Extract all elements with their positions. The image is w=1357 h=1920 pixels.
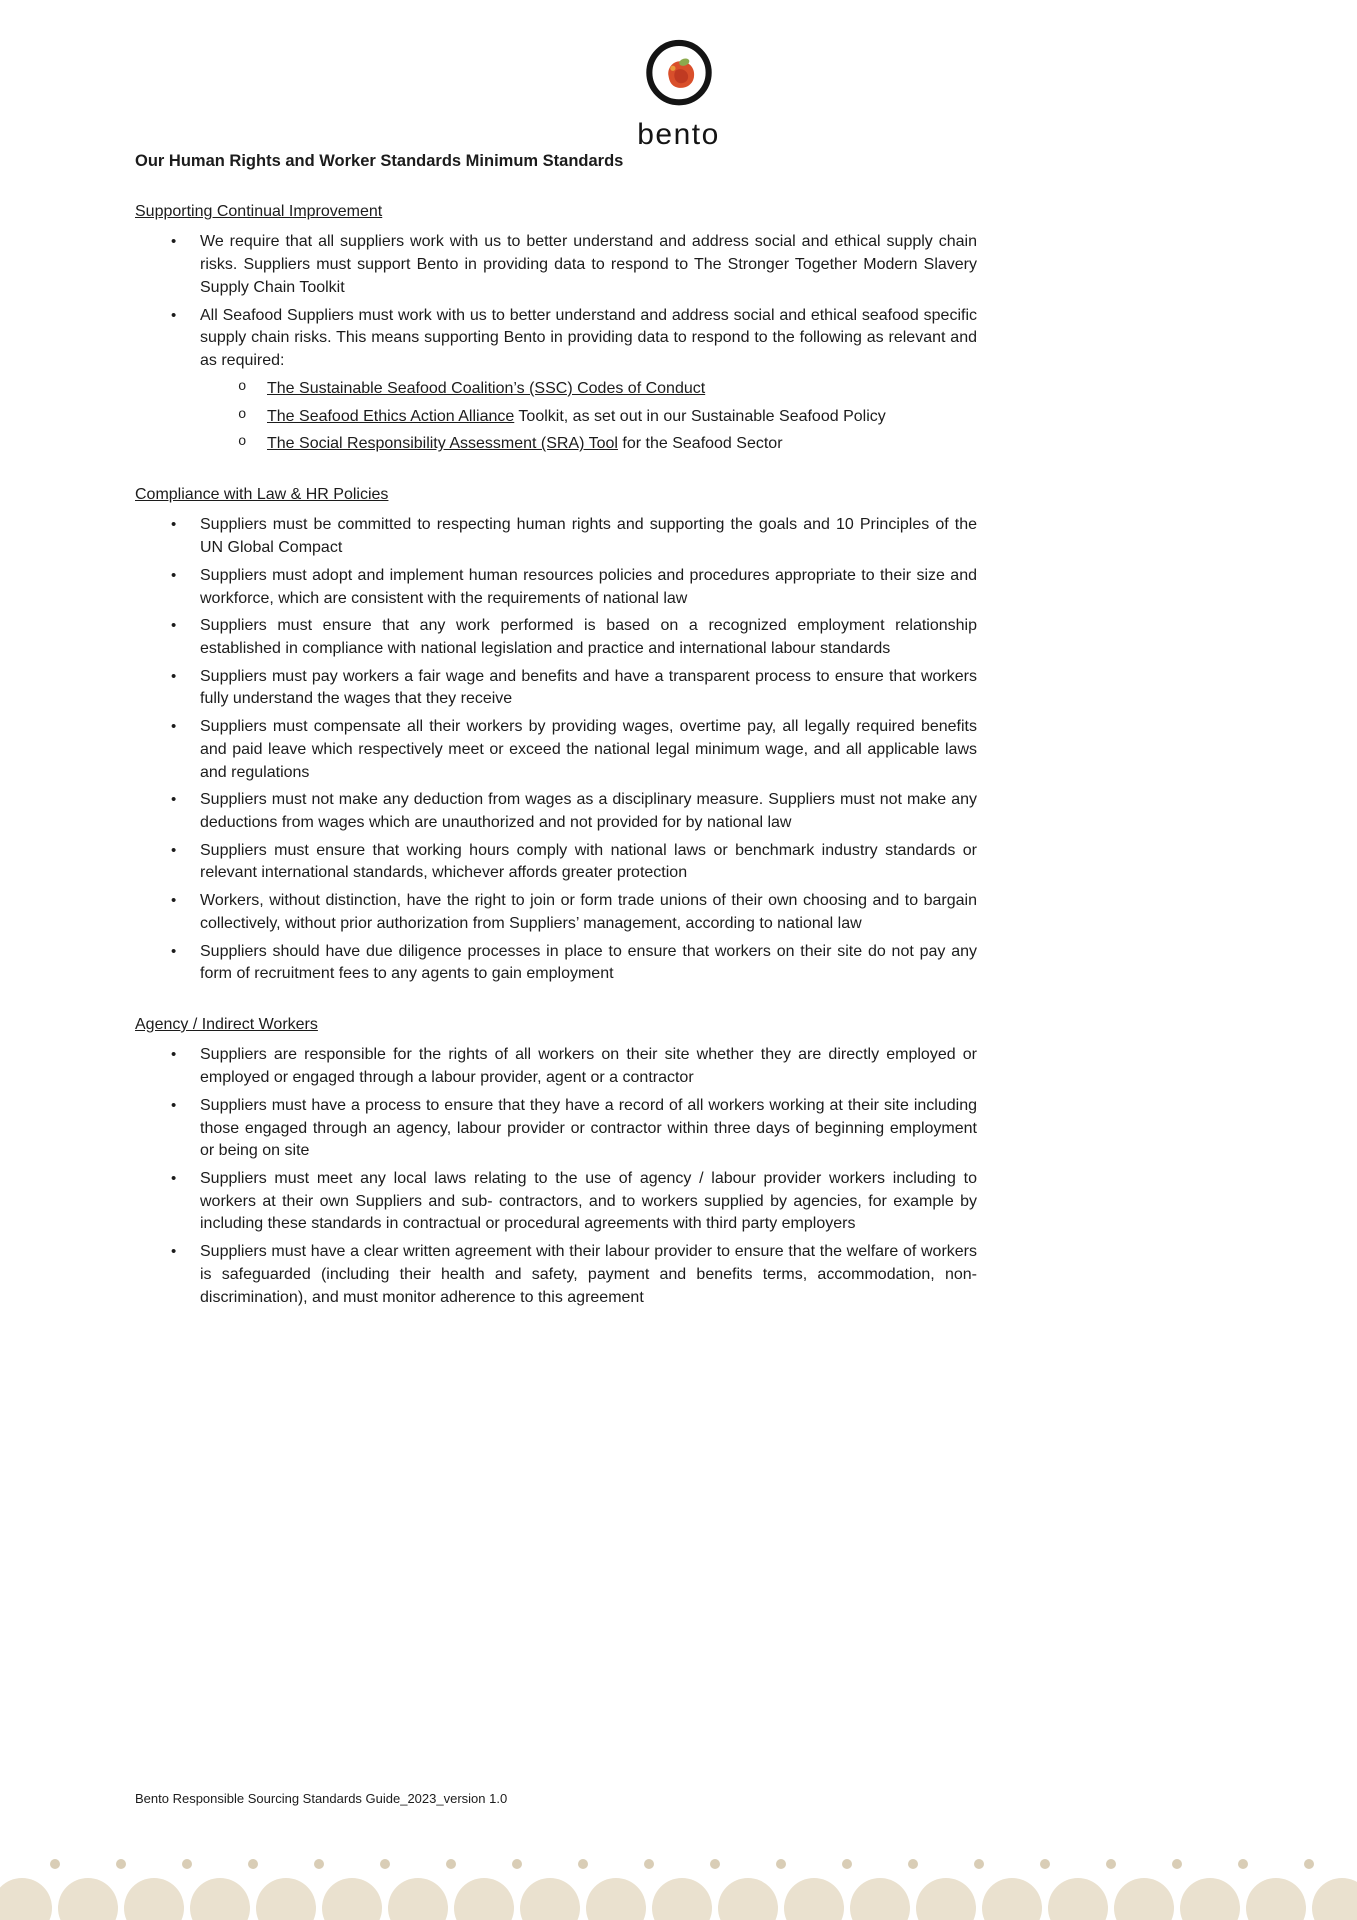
bullet-marker: • — [171, 566, 177, 584]
sub-bullet-item — [135, 406, 977, 429]
bullet-item — [135, 666, 977, 711]
bullet-text: Suppliers must meet any local laws relating to the use of agency / labour provider workers including to workers at their own Suppliers and sub- contractors, and to workers supplied by agencies, for example by including these standards in contractual or procedural agreements with third party employers — [200, 1169, 977, 1233]
bullet-text: All Seafood Suppliers must work with us to better understand and address social and ethical seafood specific supply chain risks. This means supporting Bento in providing data to respond to the following as relevant and as required: — [200, 306, 977, 370]
bento-logo-icon — [635, 36, 723, 118]
inline-link[interactable]: The Seafood Ethics Action Alliance — [267, 407, 515, 425]
bullet-text: Suppliers must not make any deduction from wages as a disciplinary measure. Suppliers must not make any deductions from wages which are unauthorized and not provided for by national law — [200, 791, 977, 831]
circle-bullet-marker: o — [238, 406, 247, 423]
bullet-list — [135, 231, 977, 455]
bullet-text: Toolkit, as set out in our Sustainable Seafood Policy — [514, 407, 886, 425]
section-heading: Agency / Indirect Workers — [135, 1016, 318, 1033]
bullet-text: Suppliers are responsible for the rights of all workers on their site whether they are directly employed or employed or engaged through a labour provider, agent or a contractor — [200, 1046, 977, 1087]
bullet-marker: • — [171, 1046, 177, 1064]
bullet-item — [135, 890, 977, 935]
section — [135, 484, 977, 986]
bullet-item — [135, 565, 977, 610]
bullet-text: Suppliers must have a clear written agreement with their labour provider to ensure that the welfare of workers is safeguarded (including their health and safety, payment and benefits terms, accommodation, non- discrimination), and must monitor adherence to this agreement — [200, 1243, 977, 1306]
bullet-item — [135, 1241, 977, 1309]
bullet-marker: • — [171, 942, 177, 960]
bullet-marker: • — [171, 791, 177, 809]
sub-bullet-item — [135, 378, 977, 401]
bullet-item — [135, 1168, 977, 1236]
bullet-item — [135, 615, 977, 660]
bullet-text: Suppliers must ensure that working hours comply with national laws or benchmark industry standards or relevant international standards, whichever affords greater protection — [200, 841, 977, 882]
bullet-item — [135, 1044, 977, 1089]
bullet-marker: • — [171, 841, 177, 859]
bento-logo-wordmark: bento — [637, 118, 720, 151]
bullet-item — [135, 305, 977, 373]
section-heading: Supporting Continual Improvement — [135, 203, 383, 221]
page-title: Our Human Rights and Worker Standards Minimum Standards — [135, 152, 624, 170]
document-body — [135, 201, 977, 1309]
section — [135, 201, 977, 456]
bullet-item — [135, 840, 977, 885]
bullet-list — [135, 1044, 977, 1309]
bullet-marker: • — [171, 1169, 177, 1187]
bullet-marker: • — [171, 516, 177, 534]
logo-block — [0, 36, 1357, 150]
bullet-marker: • — [171, 233, 177, 251]
bullet-item — [135, 231, 977, 299]
bullet-marker: • — [171, 1096, 177, 1114]
bullet-text: for the Seafood Sector — [617, 435, 783, 453]
bullet-marker: • — [171, 617, 177, 635]
inline-link[interactable]: The Social Responsibility Assessment (SRA) Tool — [267, 435, 618, 453]
bullet-text: Suppliers must ensure that any work performed is based on a recognized employment relationship established in compliance with national legislation and practice and international labour standards — [200, 617, 977, 657]
sub-bullet-item — [135, 433, 977, 456]
bullet-item — [135, 941, 977, 986]
circle-bullet-marker: o — [238, 434, 247, 451]
bullet-text: Suppliers must compensate all their workers by providing wages, overtime pay, all legally required benefits and paid leave which respectively meet or exceed the national legal minimum wage, and all applicable laws and regulations — [200, 718, 977, 781]
bullet-item — [135, 514, 977, 559]
bullet-marker: • — [171, 1243, 177, 1261]
bullet-item — [135, 789, 977, 834]
inline-link[interactable]: The Sustainable Seafood Coalition’s (SSC) Codes of Conduct — [267, 379, 706, 397]
decorative-border-pattern — [0, 1848, 1357, 1920]
section — [135, 1014, 977, 1309]
bullet-text: Suppliers should have due diligence processes in place to ensure that workers on their site do not pay any form of recruitment fees to any agents to gain employment — [200, 942, 977, 983]
bullet-text: Suppliers must have a process to ensure that they have a record of all workers working at their site including those engaged through an agency, labour provider or contractor within three days of beginning employment or being on site — [200, 1096, 977, 1160]
bullet-marker: • — [171, 718, 177, 736]
bullet-text: Suppliers must pay workers a fair wage and benefits and have a transparent process to ensure that workers fully understand the wages that they receive — [200, 667, 977, 708]
bullet-item — [135, 1095, 977, 1163]
circle-bullet-marker: o — [238, 378, 247, 395]
bullet-item — [135, 716, 977, 784]
bullet-text: Workers, without distinction, have the right to join or form trade unions of their own choosing and to bargain collectively, without prior authorization from Suppliers’ management, according to national law — [200, 892, 977, 932]
bullet-text: Suppliers must be committed to respecting human rights and supporting the goals and 10 Principles of the UN Global Compact — [200, 516, 977, 557]
bullet-text: Suppliers must adopt and implement human resources policies and procedures appropriate to their size and workforce, which are consistent with the requirements of national law — [200, 566, 977, 607]
bullet-list — [135, 514, 977, 986]
bullet-marker: • — [171, 667, 177, 685]
bullet-marker: • — [171, 306, 177, 324]
page-footer: Bento Responsible Sourcing Standards Guide_2023_version 1.0 — [135, 1791, 508, 1807]
bullet-marker: • — [171, 892, 177, 910]
bullet-text: We require that all suppliers work with us to better understand and address social and ethical supply chain risks. Suppliers must support Bento in providing data to respond to The Stronger Together Modern Slavery Supply Chain Toolkit — [200, 233, 977, 296]
content-column — [135, 150, 977, 1314]
section-heading: Compliance with Law & HR Policies — [135, 485, 389, 503]
